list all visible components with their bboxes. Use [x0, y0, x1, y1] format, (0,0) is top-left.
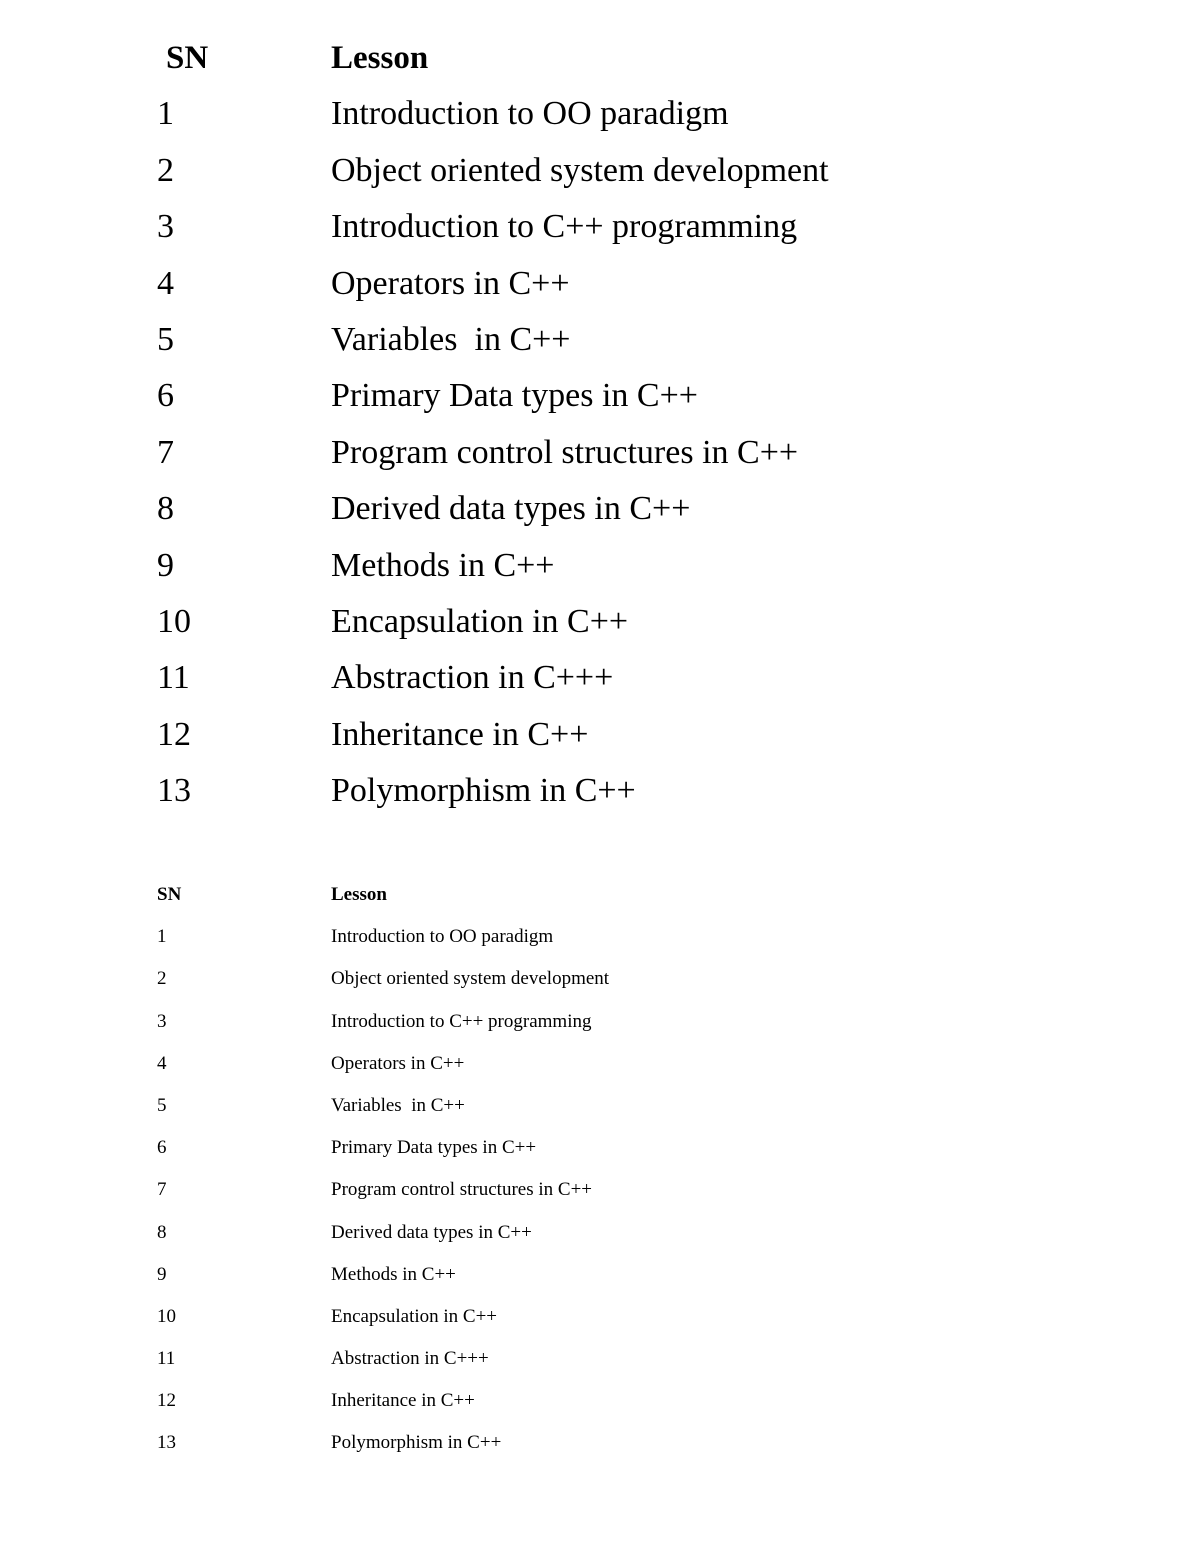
table-row — [157, 86, 1057, 142]
lesson-column-header: Lesson — [331, 884, 387, 905]
row-sn: 6 — [157, 1137, 167, 1159]
table-row — [157, 425, 1057, 481]
row-lesson: Operators in C++ — [331, 264, 570, 302]
row-sn: 1 — [157, 95, 174, 133]
row-lesson: Encapsulation in C++ — [331, 1305, 498, 1327]
row-lesson: Introduction to OO paradigm — [331, 95, 729, 133]
table-row — [157, 958, 1057, 1000]
table-row — [157, 916, 1057, 958]
row-lesson: Polymorphism in C++ — [331, 772, 636, 810]
table-header-row — [157, 874, 1057, 916]
row-sn: 8 — [157, 490, 174, 528]
row-lesson: Introduction to OO paradigm — [331, 926, 554, 948]
row-sn: 2 — [157, 968, 167, 990]
table-row — [157, 1043, 1057, 1085]
table-row — [157, 763, 1057, 819]
lesson-column-header: Lesson — [331, 40, 429, 76]
row-lesson: Abstraction in C+++ — [331, 1348, 489, 1370]
row-lesson: Methods in C++ — [331, 1263, 456, 1285]
row-lesson: Derived data types in C++ — [331, 1221, 532, 1243]
lesson-table-small — [157, 874, 1057, 1465]
table-row — [157, 368, 1057, 424]
row-lesson: Introduction to C++ programming — [331, 208, 798, 246]
row-lesson: Methods in C++ — [331, 546, 555, 584]
table-row — [157, 1212, 1057, 1254]
row-sn: 9 — [157, 546, 174, 584]
row-sn: 12 — [157, 1390, 176, 1412]
row-lesson: Inheritance in C++ — [331, 715, 589, 753]
row-lesson: Variables in C++ — [331, 1094, 465, 1116]
row-lesson: Inheritance in C++ — [331, 1390, 475, 1412]
row-sn: 13 — [157, 1432, 176, 1454]
table-row — [157, 594, 1057, 650]
table-row — [157, 1296, 1057, 1338]
table-row — [157, 1254, 1057, 1296]
row-sn: 11 — [157, 659, 190, 697]
row-sn: 10 — [157, 1305, 176, 1327]
row-sn: 11 — [157, 1348, 176, 1370]
row-sn: 5 — [157, 1094, 167, 1116]
table-row — [157, 1001, 1057, 1043]
row-sn: 6 — [157, 377, 174, 415]
table-row — [157, 1422, 1057, 1464]
row-sn: 2 — [157, 151, 174, 189]
row-sn: 12 — [157, 715, 191, 753]
table-row — [157, 1085, 1057, 1127]
sn-column-header: SN — [157, 884, 182, 905]
row-lesson: Encapsulation in C++ — [331, 602, 629, 640]
row-sn: 4 — [157, 1052, 167, 1074]
row-lesson: Object oriented system development — [331, 968, 610, 990]
row-sn: 13 — [157, 772, 191, 810]
table-row — [157, 1380, 1057, 1422]
row-lesson: Introduction to C++ programming — [331, 1010, 592, 1032]
row-lesson: Program control structures in C++ — [331, 433, 799, 471]
table-row — [157, 256, 1057, 312]
row-lesson: Program control structures in C++ — [331, 1179, 592, 1201]
table-row — [157, 1169, 1057, 1211]
row-lesson: Derived data types in C++ — [331, 490, 691, 528]
row-sn: 9 — [157, 1263, 167, 1285]
row-sn: 7 — [157, 433, 174, 471]
row-sn: 10 — [157, 602, 191, 640]
row-sn: 4 — [157, 264, 174, 302]
row-lesson: Variables in C++ — [331, 320, 571, 358]
row-sn: 3 — [157, 1010, 167, 1032]
row-sn: 7 — [157, 1179, 167, 1201]
table-row — [157, 650, 1057, 706]
lesson-table-large — [157, 30, 1057, 819]
row-lesson: Polymorphism in C++ — [331, 1432, 502, 1454]
table-row — [157, 1338, 1057, 1380]
table-row — [157, 707, 1057, 763]
row-lesson: Object oriented system development — [331, 151, 829, 189]
table-row — [157, 199, 1057, 255]
row-lesson: Primary Data types in C++ — [331, 1137, 537, 1159]
table-row — [157, 312, 1057, 368]
table-header-row — [157, 30, 1057, 86]
row-lesson: Operators in C++ — [331, 1052, 465, 1074]
row-lesson: Primary Data types in C++ — [331, 377, 698, 415]
row-sn: 8 — [157, 1221, 167, 1243]
table-row — [157, 1127, 1057, 1169]
row-sn: 1 — [157, 926, 167, 948]
row-lesson: Abstraction in C+++ — [331, 659, 614, 697]
row-sn: 3 — [157, 208, 174, 246]
table-row — [157, 538, 1057, 594]
table-row — [157, 481, 1057, 537]
sn-column-header: SN — [166, 40, 209, 76]
row-sn: 5 — [157, 320, 174, 358]
table-row — [157, 143, 1057, 199]
